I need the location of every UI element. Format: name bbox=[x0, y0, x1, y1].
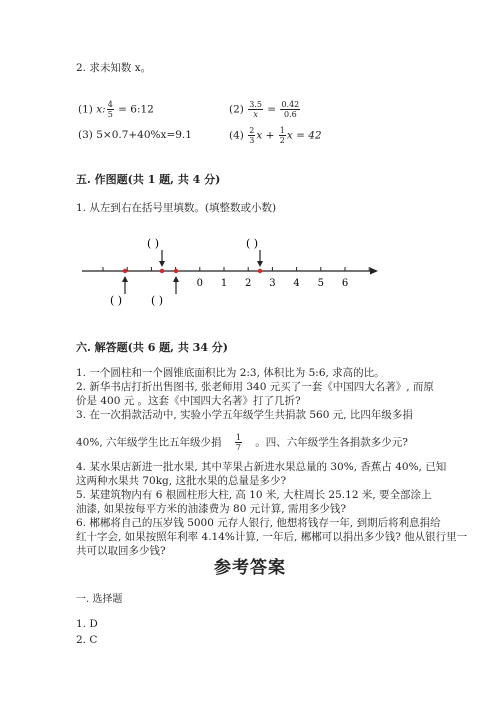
paren-top-2: ( ) bbox=[246, 237, 259, 250]
problem-line: 红十字会, 如果按照年利率 4.14%计算, 一年后, 郴郴可以捐出多少钱? 他从银行里一 bbox=[76, 531, 468, 543]
fraction-denominator: 5 bbox=[107, 110, 113, 119]
section-5-question-1: 1. 从左到右在括号里填数。(填整数或小数) bbox=[76, 202, 277, 214]
section-5-heading: 五. 作图题(共 1 题, 共 4 分) bbox=[76, 173, 221, 186]
tick-label: 3 bbox=[269, 278, 276, 289]
equation-4-fraction-1 bbox=[248, 126, 255, 145]
point-4 bbox=[258, 269, 262, 273]
fraction-denominator: x bbox=[253, 110, 258, 119]
problem-3-text-b: 。四、六年级学生各捐款多少元? bbox=[255, 436, 408, 449]
answer-1: 1. D bbox=[76, 618, 98, 630]
fraction-denominator: 2 bbox=[279, 136, 285, 145]
fraction-denominator: 7 bbox=[235, 443, 241, 452]
equation-1-rhs: = 6:12 bbox=[118, 103, 154, 116]
tick-marks bbox=[103, 267, 369, 271]
fraction-numerator: 0.42 bbox=[281, 100, 300, 109]
section-6-heading: 六. 解答题(共 6 题, 共 34 分) bbox=[76, 341, 229, 354]
problem-line: 油漆, 如果按每平方米的油漆费为 80 元计算, 需用多少钱? bbox=[76, 503, 347, 515]
equation-4 bbox=[229, 126, 322, 145]
equation-2-label: (2) bbox=[229, 103, 244, 116]
paren-top-1: ( ) bbox=[147, 237, 160, 250]
equation-2 bbox=[229, 100, 301, 119]
fraction-numerator: 1 bbox=[279, 126, 285, 135]
fraction-numerator: 1 bbox=[235, 433, 241, 442]
arrow-up-1 bbox=[122, 276, 128, 294]
arrow-down-1 bbox=[159, 250, 165, 267]
arrow-down-2 bbox=[257, 250, 263, 267]
equation-2-fraction-right bbox=[280, 100, 300, 119]
equation-3: (3) 5×0.7+40%x=9.1 bbox=[78, 129, 192, 141]
equation-1-lhs: x: bbox=[96, 103, 106, 116]
problem-3-fraction bbox=[235, 433, 242, 452]
problem-line: 1. 一个圆柱和一个圆锥底面积比为 2:3, 体积比为 5:6, 求高的比。 bbox=[76, 367, 385, 379]
answers-title: 参考答案 bbox=[214, 558, 286, 578]
tick-label: 6 bbox=[341, 278, 349, 289]
fraction-numerator: 2 bbox=[249, 126, 255, 135]
problem-line: 3. 在一次捐款活动中, 实验小学五年级学生共捐款 560 元, 比四年级多捐 bbox=[76, 409, 413, 421]
number-line-figure bbox=[0, 230, 500, 310]
fraction-denominator: 0.6 bbox=[283, 110, 297, 119]
problem-line: 2. 新华书店打折出售图书, 张老师用 340 元买了一套《中国四大名著》, 而原 bbox=[76, 381, 434, 393]
equation-1-fraction bbox=[107, 100, 114, 119]
equation-1-label: (1) bbox=[78, 103, 93, 116]
problem-line: 这两种水果共 70kg, 这批水果的总量是多少? bbox=[76, 475, 287, 487]
point-1 bbox=[123, 269, 127, 273]
problem-3-text-a: 40%, 六年级学生比五年级少捐 bbox=[76, 436, 222, 449]
equation-1 bbox=[78, 100, 154, 119]
paren-bottom-1: ( ) bbox=[110, 294, 123, 307]
point-2 bbox=[160, 269, 164, 273]
problem-line: 共可以取回多少钱? bbox=[76, 545, 166, 557]
equation-4-term-2: x = 42 bbox=[286, 129, 322, 142]
point-3 bbox=[174, 269, 178, 273]
equation-4-term-1: x + bbox=[256, 129, 275, 142]
problem-3-continuation bbox=[76, 433, 408, 452]
fraction-numerator: 3.5 bbox=[249, 100, 262, 109]
answers-heading: 一. 选择题 bbox=[76, 594, 123, 605]
question-2-title: 2. 求未知数 x。 bbox=[76, 62, 152, 74]
paren-bottom-2: ( ) bbox=[151, 294, 164, 307]
tick-labels bbox=[197, 278, 349, 289]
fraction-numerator: 4 bbox=[107, 100, 113, 109]
problem-line: 5. 某建筑物内有 6 根圆柱形大柱, 高 10 米, 大柱周长 25.12 米, 要全部涂上 bbox=[76, 489, 432, 501]
equation-4-label: (4) bbox=[229, 129, 244, 142]
problem-line: 价是 400 元 。这套《中国四大名著》打了几折? bbox=[76, 395, 301, 407]
tick-label: 0 bbox=[196, 278, 203, 289]
tick-label: 2 bbox=[245, 278, 252, 289]
problem-line: 4. 某水果店新进一批水果, 其中苹果占新进水果总量的 30%, 香蕉占 40%, 已知 bbox=[76, 461, 447, 473]
tick-label: 5 bbox=[317, 278, 324, 289]
arrow-up-2 bbox=[173, 276, 179, 294]
fraction-denominator: 3 bbox=[249, 136, 255, 145]
equation-2-fraction-left bbox=[248, 100, 263, 119]
tick-label: 4 bbox=[293, 278, 300, 289]
tick-label: 1 bbox=[220, 278, 228, 289]
equation-4-fraction-2 bbox=[279, 126, 286, 145]
number-line-arrowhead bbox=[370, 268, 378, 275]
equation-2-equals: = bbox=[267, 103, 277, 116]
problem-line: 6. 郴郴将自己的压岁钱 5000 元存人银行, 他想将钱存一年, 到期后将利息捐给 bbox=[76, 517, 441, 529]
answer-2: 2. C bbox=[76, 634, 98, 646]
